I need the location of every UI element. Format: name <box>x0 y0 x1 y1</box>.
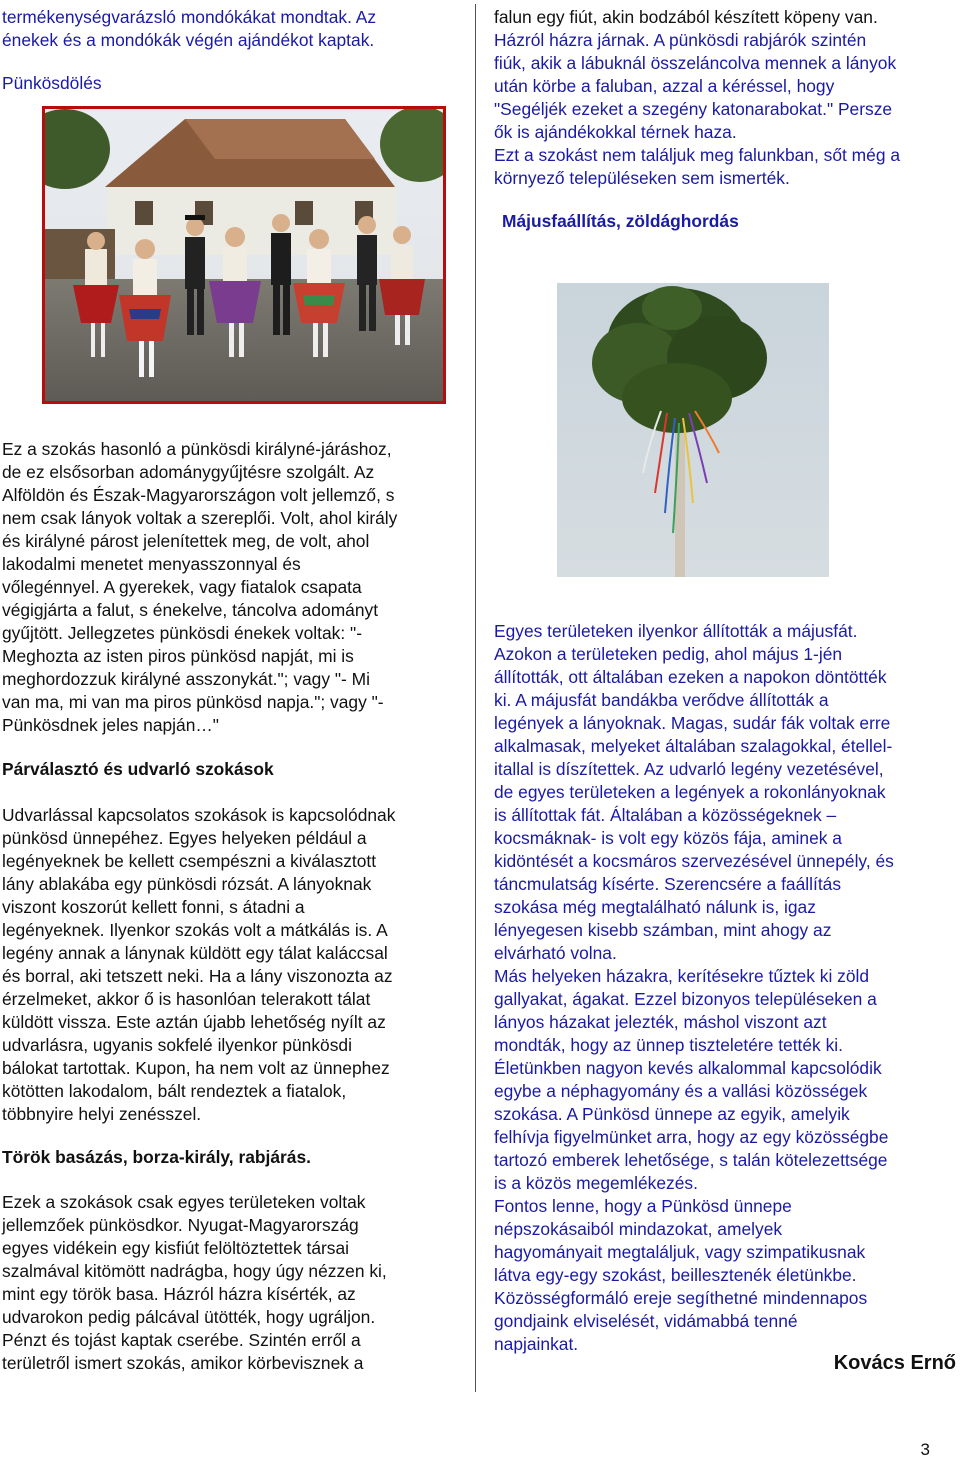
text-line: bálokat tartottak. Kupon, ha nem volt az ünnephez <box>2 1058 390 1078</box>
text-line: Pénzt és tojást kaptak cserébe. Szintén erről a <box>2 1330 361 1350</box>
text-line: Pünkösdnek jeles napján…" <box>2 715 219 735</box>
text-line: Házról házra járnak. A pünkösdi rabjárók szintén <box>494 30 867 50</box>
text-line: többnyire helyi zenésszel. <box>2 1104 202 1124</box>
text-line: látva egy-egy szokást, beillesztenék életünkbe. <box>494 1265 857 1285</box>
text-line: udvarlásra, ugyanis sokfelé ilyenkor pünkösdi <box>2 1035 352 1055</box>
text-line: Közösségformáló ereje segíthetné mindennapos <box>494 1288 868 1308</box>
text-line: Egyes területeken ilyenkor állították a májusfát. <box>494 621 858 641</box>
text-line: táncmulatság kísérte. Szerencsére a faállítás <box>494 874 842 894</box>
text-line: Meghozta az isten piros pünkösd napját, mi is <box>2 646 354 666</box>
text-line: lány ablakába egy pünkösdi rózsát. A lányoknak <box>2 874 372 894</box>
text-line: hagyományait megtaláljuk, vagy szimpatikusnak <box>494 1242 866 1262</box>
text-line: Életünkben nagyon kevés alkalommal kapcsolódik <box>494 1058 882 1078</box>
text-line: egybe a néphagyomány és a vallási közösségek <box>494 1081 868 1101</box>
intro-line: termékenységvarázsló mondókákat mondtak. Az <box>2 7 377 27</box>
text-line: felhívja figyelmünket arra, hogy az egy közösségbe <box>494 1127 889 1147</box>
maypole-photo <box>557 283 829 577</box>
page-number: 3 <box>920 1440 930 1459</box>
text-line: Alföldön és Észak-Magyarországon volt jellemző, s <box>2 485 395 505</box>
text-line: van ma, mi van ma piros pünkösd napja."; vagy "- <box>2 692 384 712</box>
text-line: Udvarlással kapcsolatos szokások is kapcsolódnak <box>2 805 396 825</box>
text-line: fiúk, akik a lábuknál összeláncolva mennek a lányok <box>494 53 897 73</box>
text-line: lányos házakat jelezték, máshol viszont azt <box>494 1012 827 1032</box>
text-line: legény annak a lánynak küldött egy tálat kaláccsal <box>2 943 388 963</box>
text-line: Fontos lenne, hogy a Pünkösd ünnepe <box>494 1196 792 1216</box>
section-heading: Párválasztó és udvarló szokások <box>2 759 274 779</box>
text-line: környező településeken sem ismerték. <box>494 168 790 188</box>
paragraph-majusfa <box>494 620 958 1356</box>
text-line: napjainkat. <box>494 1334 579 1354</box>
text-line: Más helyeken házakra, kerítésekre tűztek ki zöld <box>494 966 870 986</box>
text-line: mint egy török basa. Házról házra kísérték, az <box>2 1284 356 1304</box>
text-line: küldött vissza. Este aztán újabb lehetőség nyílt az <box>2 1012 386 1032</box>
section-heading: Török basázás, borza-király, rabjárás. <box>2 1147 311 1167</box>
folk-dance-photo-image <box>45 109 443 401</box>
text-line: meghordozzuk királyné asszonykát."; vagy "- Mi <box>2 669 371 689</box>
text-line: "Segéljék ezeket a szegény katonarabokat." Persze <box>494 99 893 119</box>
text-line: kidöntését a kocsmáros szervezésével ünnepély, és <box>494 851 894 871</box>
intro-line: énekek és a mondókák végén ajándékot kaptak. <box>2 30 375 50</box>
text-line: állították, ott általában ezeken a napokon döntötték <box>494 667 887 687</box>
text-line: szokása még megtalálható nálunk is, igaz <box>494 897 816 917</box>
text-line: itallal is díszítettek. Az udvarló legény vezetésével, <box>494 759 884 779</box>
text-line: lakodalmi menetet menyasszonnyal és <box>2 554 301 574</box>
paragraph-rabjaras <box>494 6 958 190</box>
folk-dance-photo <box>42 106 446 404</box>
column-divider <box>475 4 476 1392</box>
text-line: de ez elsősorban adománygyűjtésre szolgált. Az <box>2 462 375 482</box>
text-line: területről ismert szokás, amikor körbevisznek a <box>2 1353 364 1373</box>
text-line: ők is ajándékokkal térnek haza. <box>494 122 737 142</box>
pinkosdoles-subhead: Pünkösdölés <box>2 73 102 93</box>
text-line: Azokon a területeken pedig, ahol május 1-jén <box>494 644 843 664</box>
text-line: gyűjtött. Jellegzetes pünkösdi énekek voltak: "- <box>2 623 362 643</box>
text-line: egyes vidékein egy kisfiút felöltöztettek társai <box>2 1238 350 1258</box>
text-line: udvarokon pedig pálcával ütötték, hogy ugráljon. <box>2 1307 376 1327</box>
author-name: Kovács Ernő <box>833 1352 956 1374</box>
text-line: de egyes területeken a legények a rokonlányoknak <box>494 782 886 802</box>
text-line: mondták, hogy az ünnep tiszteletére tették ki. <box>494 1035 843 1055</box>
text-line: alkalmasak, melyeket általában szalagokkal, étellel- <box>494 736 893 756</box>
text-line: elvárható volna. <box>494 943 617 963</box>
text-line: szokása. A Pünkösd ünnepe az egyik, amelyik <box>494 1104 850 1124</box>
section-heading: Májusfaállítás, zöldághordás <box>502 211 739 231</box>
text-line: népszokásaiból mindazokat, amelyek <box>494 1219 783 1239</box>
text-line: kötötten lakodalom, bált rendeztek a fiatalok, <box>2 1081 347 1101</box>
paragraph-udvarlo <box>2 804 464 1126</box>
text-line: falun egy fiút, akin bodzából készített köpeny van. <box>494 7 878 27</box>
text-line: és borral, aki tetszett neki. Ha a lány viszonozta az <box>2 966 393 986</box>
text-line: jellemzőek pünkösdkor. Nyugat-Magyarország <box>2 1215 359 1235</box>
text-line: érzelmeket, akkor ő is hasonlóan telerakott tálat <box>2 989 371 1009</box>
text-line: is a közös megemlékezés. <box>494 1173 698 1193</box>
text-line: is állítottak fát. Általában a közösségeknek – <box>494 805 837 825</box>
text-line: nem csak lányok voltak a szereplői. Volt, ahol király <box>2 508 398 528</box>
text-line: kocsmáknak- is volt egy közös fája, aminek a <box>494 828 842 848</box>
text-line: végigjárta a falut, s énekelve, táncolva adományt <box>2 600 379 620</box>
text-line: Ez a szokás hasonló a pünkösdi királyné-járáshoz, <box>2 439 392 459</box>
paragraph-pinkosdoles <box>2 438 464 737</box>
text-line: legényeknek. Ilyenkor szokás volt a mátkálás is. A <box>2 920 388 940</box>
text-line: Ezt a szokást nem találjuk meg falunkban, sőt még a <box>494 145 900 165</box>
intro-block <box>2 6 376 52</box>
text-line: Ezek a szokások csak egyes területeken voltak <box>2 1192 366 1212</box>
text-line: szalmával kitömött nadrágba, hogy úgy nézzen ki, <box>2 1261 387 1281</box>
text-line: és királyné párost jelenítettek meg, de volt, ahol <box>2 531 370 551</box>
paragraph-torok-basazas <box>2 1191 464 1375</box>
text-line: viszont koszorút kellett fonni, s átadni a <box>2 897 305 917</box>
text-line: lényegesen kisebb számban, mint ahogy az <box>494 920 832 940</box>
text-line: után körbe a faluban, azzal a kéréssel, hogy <box>494 76 835 96</box>
text-line: gondjaink elviselését, vidámabbá tenné <box>494 1311 798 1331</box>
text-line: pünkösd ünnepéhez. Egyes helyeken például a <box>2 828 367 848</box>
text-line: legényeknek be kellett csempészni a kiválasztott <box>2 851 377 871</box>
text-line: ki. A májusfát bandákba verődve állították a <box>494 690 829 710</box>
text-line: tartozó emberek lehetősége, s talán kötelezettsége <box>494 1150 888 1170</box>
text-line: vőlegénnyel. A gyerekek, vagy fiatalok csapata <box>2 577 362 597</box>
text-line: gallyakat, ágakat. Ezzel bizonyos településeken a <box>494 989 877 1009</box>
text-line: legények a lányoknak. Magas, sudár fák voltak erre <box>494 713 891 733</box>
